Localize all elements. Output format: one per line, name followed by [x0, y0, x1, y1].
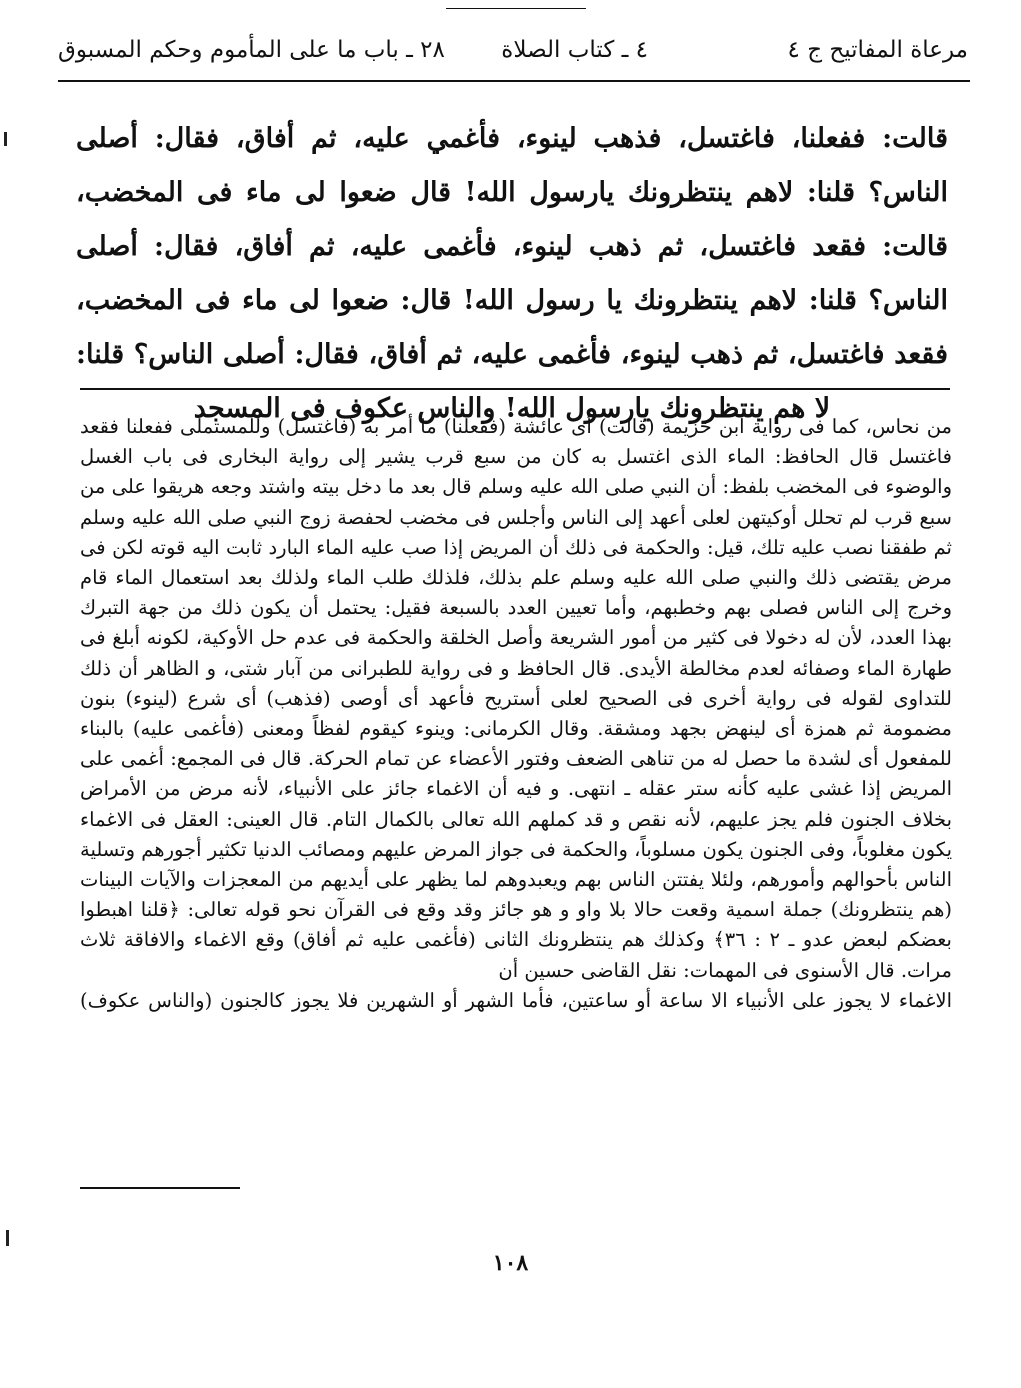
commentary	[80, 412, 952, 1016]
header-rule	[58, 80, 970, 82]
header-chapter: ٤ ـ كتاب الصلاة	[501, 37, 648, 63]
header-section: ٢٨ ـ باب ما على المأموم وحكم المسبوق	[58, 37, 445, 63]
commentary-continuation: الاغماء لا يجوز على الأنبياء الا ساعة أو ساعتين، فأما الشهر أو الشهرين فلا يجوز كالجنون (والناس عكوف)	[80, 988, 952, 1012]
top-edge-line	[446, 8, 586, 9]
section-divider	[80, 388, 950, 390]
scan-edge-mark	[6, 1230, 9, 1246]
hadith-text: قالت: ففعلنا، فاغتسل، فذهب لينوء، فأغمي عليه، ثم أفاق، فقال: أصلى الناس؟ قلنا: لاهم ينتظرونك يارسول الله! قال ضعوا لى ماء فى المخضب، قالت: فقعد فاغتسل، ثم ذهب لينوء، فأغمى عليه، ثم أفاق، فقال: أصلى الناس؟ قلنا: لاهم ينتظرونك يا رسول الله! قال: ضعوا لى ماء فى المخضب، فقعد فاغتسل، ثم ذهب لينوء، فأغمى عليه، ثم أفاق، فقال: أصلى الناس؟ قلنا: لا هم ينتظرونك يارسول الله! والناس عكوف فى المسجد	[76, 123, 948, 424]
scan-edge-mark	[4, 132, 7, 146]
commentary-paragraph: من نحاس، كما فى رواية ابن خزيمة (قالت) أى عائشة (ففعلنا) ما أمر به (فاغتسل) وللمستملى ففعلنا فقعد فاغتسل قال الحافظ: الماء الذى اغتسل به كان من سبع قرب يشير إلى رواية البخارى فى باب الغسل والوضوء فى المخضب بلفظ: أن النبي صلى الله عليه وسلم قال بعد ما دخل بيته واشتد وجعه هريقوا على من سبع قرب لم تحلل أوكيتهن لعلى أعهد إلى الناس وأجلس فى مخضب لحفصة زوج النبي صلى الله عليه وسلم ثم طفقنا نصب عليه تلك، قيل: والحكمة فى ذلك أن المريض إذا صب عليه الماء البارد ثابت اليه قوته لكن فى مرض يقتضى ذلك والنبي صلى الله عليه وسلم علم بذلك، فلذلك طلب الماء ولذلك بعد استعمال الماء قام وخرج إلى الناس فصلى بهم وخطبهم، وأما تعيين العدد بالسبعة فقيل: يحتمل أن يكون ذلك من جهة التبرك بهذا العدد، لأن له دخولا فى كثير من أمور الشريعة وأصل الخلقة والحكمة فى عدم حل الأوكية، لكونه أبلغ فى طهارة الماء وصفائه لعدم مخالطة الأيدى. قال الحافظ و فى رواية للطبرانى من آبار شتى، و الظاهر أن ذلك للتداوى لقوله فى رواية أخرى فى الصحيح لعلى أستريح فأعهد أى أوصى (فذهب) أى شرع (لينوء) بنون مضمومة ثم همزة أى لينهض بجهد ومشقة. وقال الكرمانى: وينوء كيقوم لفظاً ومعنى (فأغمى عليه) بالبناء للمفعول أى لشدة ما حصل له من تناهى الضعف وفتور الأعضاء عن تمام الحركة. قال فى المجمع: أغمى على المريض إذا غشى عليه كأنه ستر عقله ـ انتهى. و فيه أن الاغماء جائز على الأنبياء، لأنه مرض من الأمراض بخلاف الجنون فلم يجز عليهم، لأنه نقص و قد كملهم الله تعالى بالكمال التام. قال العينى: العقل فى الاغماء يكون مغلوباً، وفى الجنون يكون مسلوباً، والحكمة فى جواز المرض عليهم ومصائب الدنيا تكثير أجورهم وتسلية الناس بأحوالهم وأمورهم، ولئلا يفتتن الناس بهم ويعبدوهم لما يظهر على أيديهم من المعجزات والآيات البينات (هم ينتظرونك) جملة اسمية وقعت حالا بلا واو و هو جائز وقد وقع فى القرآن نحو قوله تعالى: ﴿قلنا اهبطوا بعضكم لبعض عدو ـ ٢ : ٣٦﴾ وكذلك هم ينتظرونك الثانى (فأغمى عليه ثم أفاق) وقع الاغماء والافاقة ثلاث مرات. قال الأسنوى فى المهمات: نقل القاضى حسين أن	[80, 415, 952, 982]
footnote-rule	[80, 1187, 240, 1189]
running-header	[58, 28, 968, 72]
header-book-title: مرعاة المفاتيح ج ٤	[787, 37, 968, 63]
page-number: ١٠٨	[492, 1250, 529, 1276]
